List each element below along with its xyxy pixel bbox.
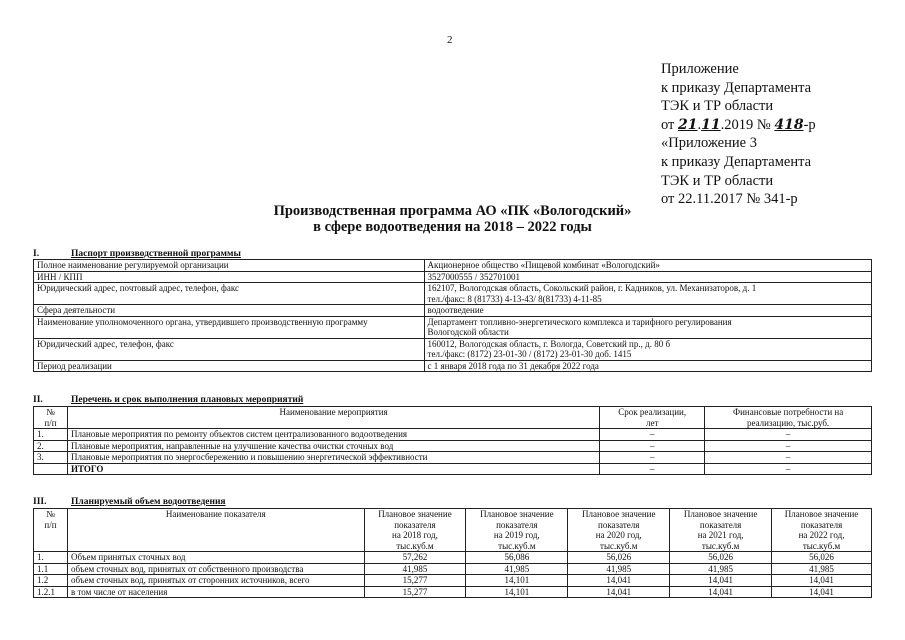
- appendix-line5: «Приложение 3: [661, 135, 757, 152]
- row-term: –: [600, 440, 705, 452]
- passport-label: Период реализации: [34, 360, 425, 372]
- table-row: [34, 260, 872, 272]
- passport-value: Акционерное общество «Пищевой комбинат «Вологодский»: [424, 260, 871, 272]
- value-2018: 15,277: [364, 586, 466, 598]
- col-header-num: № п/п: [34, 509, 68, 552]
- value-2020: 14,041: [568, 575, 670, 587]
- table-row: [34, 316, 872, 338]
- value-2021: 14,041: [670, 586, 772, 598]
- value-2020: 56,026: [568, 552, 670, 564]
- date-year: .2019 №: [720, 116, 771, 133]
- row-num: 3.: [34, 452, 68, 464]
- title-line1: Производственная программа АО «ПК «Вологодский»: [273, 203, 632, 219]
- col-header-2022: Плановое значение показателя на 2022 год, тыс.куб.м: [772, 509, 872, 552]
- appendix-line8: от 22.11.2017 № 341-р: [661, 191, 798, 208]
- section2-number: II.: [33, 395, 43, 405]
- total-label: ИТОГО: [67, 463, 599, 475]
- col-header-name: Наименование мероприятия: [67, 407, 599, 429]
- passport-value: 160012, Вологодская область, г. Вологда, Советский пр., д. 80 б тел./факс: (8172) 23-01-30 / (8172) 23-01-30 доб. 1415: [424, 338, 871, 360]
- appendix-line7: ТЭК и ТР области: [661, 172, 774, 189]
- value-2022: 56,026: [772, 552, 872, 564]
- table-total-row: [34, 463, 872, 475]
- table-row: [34, 338, 872, 360]
- value-2018: 57,262: [364, 552, 466, 564]
- passport-label: Юридический адрес, телефон, факс: [34, 338, 425, 360]
- passport-value: Департамент топливно-энергетического комплекса и тарифного регулирования Вологодской области: [424, 316, 871, 338]
- value-2019: 14,101: [466, 575, 568, 587]
- date-prefix: от: [661, 116, 675, 133]
- section1-heading: [33, 249, 241, 259]
- row-num: 1.: [34, 429, 68, 441]
- col-header-2020: Плановое значение показателя на 2020 год, тыс.куб.м: [568, 509, 670, 552]
- value-2018: 41,985: [364, 563, 466, 575]
- table-row: [34, 563, 872, 575]
- col-header-2021: Плановое значение показателя на 2021 год, тыс.куб.м: [670, 509, 772, 552]
- value-2022: 14,041: [772, 586, 872, 598]
- passport-label: Юридический адрес, почтовый адрес, телефон, факс: [34, 283, 425, 305]
- order-suffix: -р: [803, 116, 816, 133]
- total-finance: –: [705, 463, 872, 475]
- section3-heading: [33, 497, 226, 507]
- order-number-handwritten: 418: [774, 116, 804, 133]
- table-row: [34, 360, 872, 372]
- value-2021: 41,985: [670, 563, 772, 575]
- date-month-handwritten: 11: [701, 116, 721, 133]
- passport-label: Полное наименование регулируемой организации: [34, 260, 425, 272]
- appendix-date-line: от 21.11.2019 № 418-р: [661, 116, 816, 133]
- value-2019: 41,985: [466, 563, 568, 575]
- row-name: объем сточных вод, принятых от собственного производства: [67, 563, 364, 575]
- row-num: 2.: [34, 440, 68, 452]
- page-number: 2: [447, 34, 453, 46]
- value-2021: 14,041: [670, 575, 772, 587]
- table-row: [34, 283, 872, 305]
- value-2022: 41,985: [772, 563, 872, 575]
- value-2020: 41,985: [568, 563, 670, 575]
- row-name: Объем принятых сточных вод: [67, 552, 364, 564]
- section2-heading: [33, 395, 303, 405]
- col-header-term: Срок реализации, лет: [600, 407, 705, 429]
- value-2018: 15,277: [364, 575, 466, 587]
- volume-table: [33, 508, 872, 598]
- title-line2: в сфере водоотведения на 2018 – 2022 годы: [313, 219, 592, 235]
- passport-value: 162107, Вологодская область, Сокольский район, г. Кадников, ул. Механизаторов, д. 1 тел./факс: 8 (81733) 4-13-43/ 8(81733) 4-11-85: [424, 283, 871, 305]
- measures-table: [33, 406, 872, 475]
- section3-number: III.: [33, 497, 47, 507]
- section1-number: I.: [33, 249, 40, 259]
- value-2019: 56,086: [466, 552, 568, 564]
- date-day-handwritten: 21: [678, 116, 698, 133]
- table-row: [34, 552, 872, 564]
- row-name: в том числе от населения: [67, 586, 364, 598]
- table-row: [34, 305, 872, 317]
- row-term: –: [600, 452, 705, 464]
- document-title: [0, 203, 905, 235]
- table-row: [34, 452, 872, 464]
- col-header-num: № п/п: [34, 407, 68, 429]
- col-header-name: Наименование показателя: [67, 509, 364, 552]
- row-num: 1.: [34, 552, 68, 564]
- total-term: –: [600, 463, 705, 475]
- row-name: Плановые мероприятия, направленные на улучшение качества очистки сточных вод: [67, 440, 599, 452]
- appendix-line2: к приказу Департамента: [661, 79, 812, 96]
- passport-label: Сфера деятельности: [34, 305, 425, 317]
- passport-value: с 1 января 2018 года по 31 декабря 2022 года: [424, 360, 871, 372]
- row-finance: –: [705, 429, 872, 441]
- value-2021: 56,026: [670, 552, 772, 564]
- table-row: [34, 440, 872, 452]
- passport-label: ИНН / КПП: [34, 271, 425, 283]
- table-row: [34, 429, 872, 441]
- col-header-2018: Плановое значение показателя на 2018 год, тыс.куб.м: [364, 509, 466, 552]
- row-num: 1.2: [34, 575, 68, 587]
- row-name: Плановые мероприятия по энергосбережению и повышению энергетической эффективности: [67, 452, 599, 464]
- col-header-finance: Финансовые потребности на реализацию, тыс.руб.: [705, 407, 872, 429]
- table-header-row: [34, 407, 872, 429]
- row-name: Плановые мероприятия по ремонту объектов систем централизованного водоотведения: [67, 429, 599, 441]
- section3-title: Планируемый объем водоотведения: [71, 497, 226, 507]
- appendix-line1: Приложение: [661, 61, 739, 77]
- row-num: 1.2.1: [34, 586, 68, 598]
- table-row: [34, 271, 872, 283]
- section2-title: Перечень и срок выполнения плановых мероприятий: [71, 395, 304, 405]
- row-finance: –: [705, 440, 872, 452]
- value-2022: 14,041: [772, 575, 872, 587]
- passport-label: Наименование уполномоченного органа, утвердившего производственную программу: [34, 316, 425, 338]
- passport-value: водоотведение: [424, 305, 871, 317]
- row-name: объем сточных вод, принятых от сторонних источников, всего: [67, 575, 364, 587]
- section1-title: Паспорт производственной программы: [71, 249, 241, 259]
- value-2020: 14,041: [568, 586, 670, 598]
- table-row: [34, 575, 872, 587]
- col-header-2019: Плановое значение показателя на 2019 год, тыс.куб.м: [466, 509, 568, 552]
- appendix-block: [661, 60, 816, 209]
- passport-value: 3527000555 / 352701001: [424, 271, 871, 283]
- passport-table: [33, 259, 872, 372]
- value-2019: 14,101: [466, 586, 568, 598]
- row-num: 1.1: [34, 563, 68, 575]
- appendix-line3: ТЭК и ТР области: [661, 98, 774, 115]
- table-row: [34, 586, 872, 598]
- table-header-row: [34, 509, 872, 552]
- row-term: –: [600, 429, 705, 441]
- row-finance: –: [705, 452, 872, 464]
- appendix-line6: к приказу Департамента: [661, 153, 812, 170]
